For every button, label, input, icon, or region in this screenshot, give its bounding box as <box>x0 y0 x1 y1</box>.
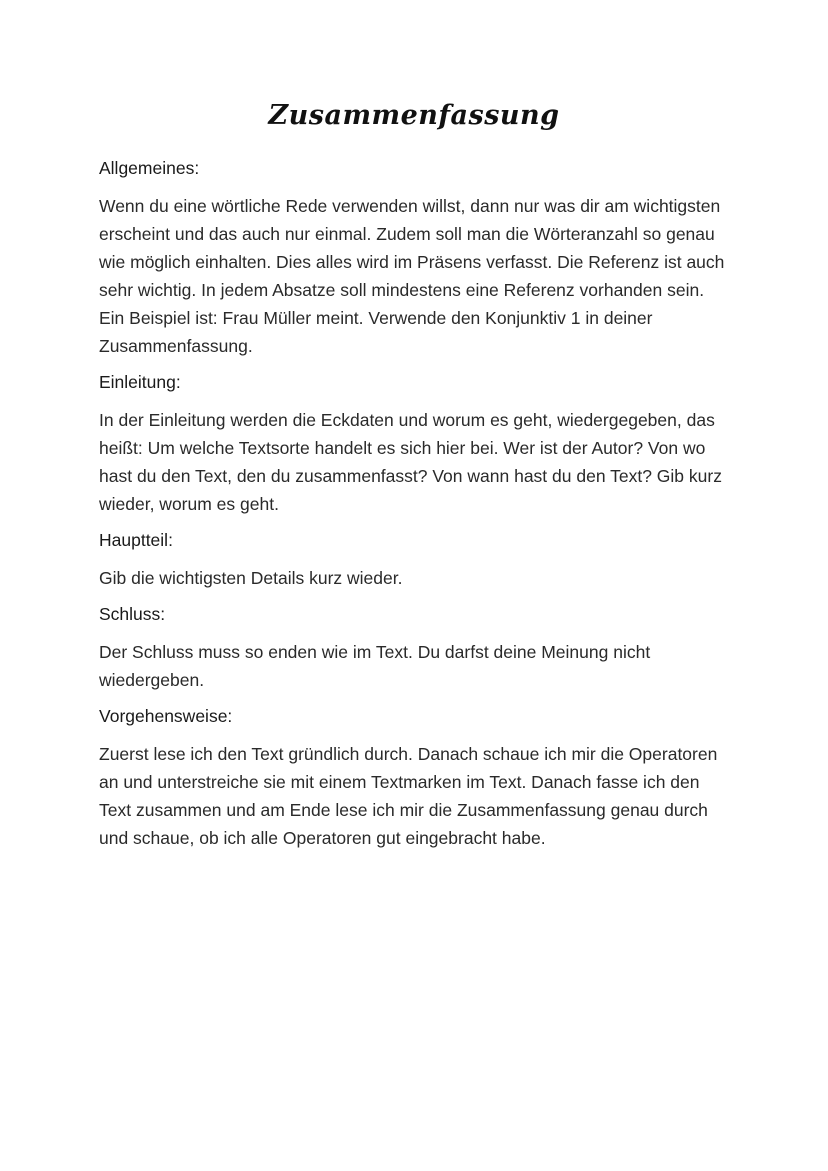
document-body <box>99 154 729 860</box>
section-heading: Einleitung: <box>99 372 181 392</box>
section-einleitung <box>99 368 729 518</box>
section-heading: Vorgehensweise: <box>99 706 233 726</box>
section-paragraph: Zuerst lese ich den Text gründlich durch. Danach schaue ich mir die Operatoren an und unterstreiche sie mit einem Textmarken im Text. Danach fasse ich den Text zusammen und am Ende lese ich mir die Zusammenfassung genau durch und schaue, ob ich alle Operatoren gut eingebracht habe. <box>99 744 718 848</box>
section-paragraph: Wenn du eine wörtliche Rede verwenden willst, dann nur was dir am wichtigsten erscheint und das auch nur einmal. Zudem soll man die Wörteranzahl so genau wie möglich einhalten. Dies alles wird im Präsens verfasst. Die Referenz ist auch sehr wichtig. In jedem Absatze soll mindestens eine Referenz vorhanden sein. Ein Beispiel ist: Frau Müller meint. Verwende den Konjunktiv 1 in deiner Zusammenfassung. <box>99 196 725 356</box>
section-schluss <box>99 600 729 694</box>
section-paragraph: Der Schluss muss so enden wie im Text. Du darfst deine Meinung nicht wiedergeben. <box>99 642 651 690</box>
section-hauptteil <box>99 526 729 592</box>
section-heading: Schluss: <box>99 604 166 624</box>
section-allgemeines <box>99 154 729 360</box>
section-heading: Allgemeines: <box>99 158 200 178</box>
section-heading: Hauptteil: <box>99 530 173 550</box>
section-paragraph: Gib die wichtigsten Details kurz wieder. <box>99 568 403 588</box>
section-paragraph: In der Einleitung werden die Eckdaten und worum es geht, wiedergegeben, das heißt: Um welche Textsorte handelt es sich hier bei. Wer ist der Autor? Von wo hast du den Text, den du zusammenfasst? Von wann hast du den Text? Gib kurz wieder, worum es geht. <box>99 410 722 514</box>
page-title: Zusammenfassung <box>268 100 560 131</box>
section-vorgehensweise <box>99 702 729 852</box>
